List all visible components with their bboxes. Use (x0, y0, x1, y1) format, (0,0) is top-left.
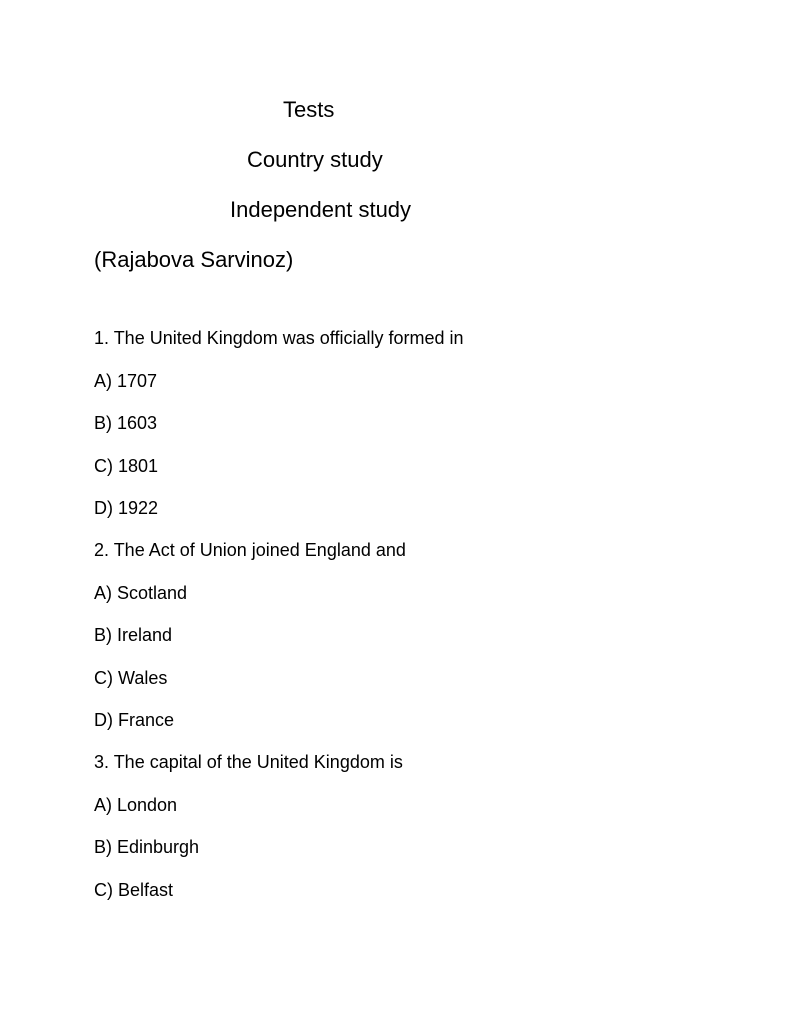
question-3-option-b: B) Edinburgh (94, 837, 200, 857)
question-1-option-d: D) 1922 (94, 498, 159, 518)
question-2-option-a: A) Scotland (94, 583, 188, 603)
document-kind: Independent study (230, 197, 412, 222)
question-1-option-c: C) 1801 (94, 456, 159, 476)
question-2: 2. The Act of Union joined England and (94, 540, 406, 560)
question-1-option-b: B) 1603 (94, 413, 158, 433)
question-3-option-a: A) London (94, 795, 178, 815)
question-2-option-d: D) France (94, 710, 175, 730)
question-1-option-a: A) 1707 (94, 371, 158, 391)
document-title: Tests (283, 97, 335, 122)
question-2-option-c: C) Wales (94, 668, 168, 688)
question-2-option-b: B) Ireland (94, 625, 173, 645)
document-subtitle: Country study (247, 147, 383, 172)
question-1: 1. The United Kingdom was officially formed in (94, 328, 464, 348)
question-3: 3. The capital of the United Kingdom is (94, 752, 403, 772)
question-3-option-c: C) Belfast (94, 880, 174, 900)
document-author: (Rajabova Sarvinoz) (94, 247, 294, 272)
